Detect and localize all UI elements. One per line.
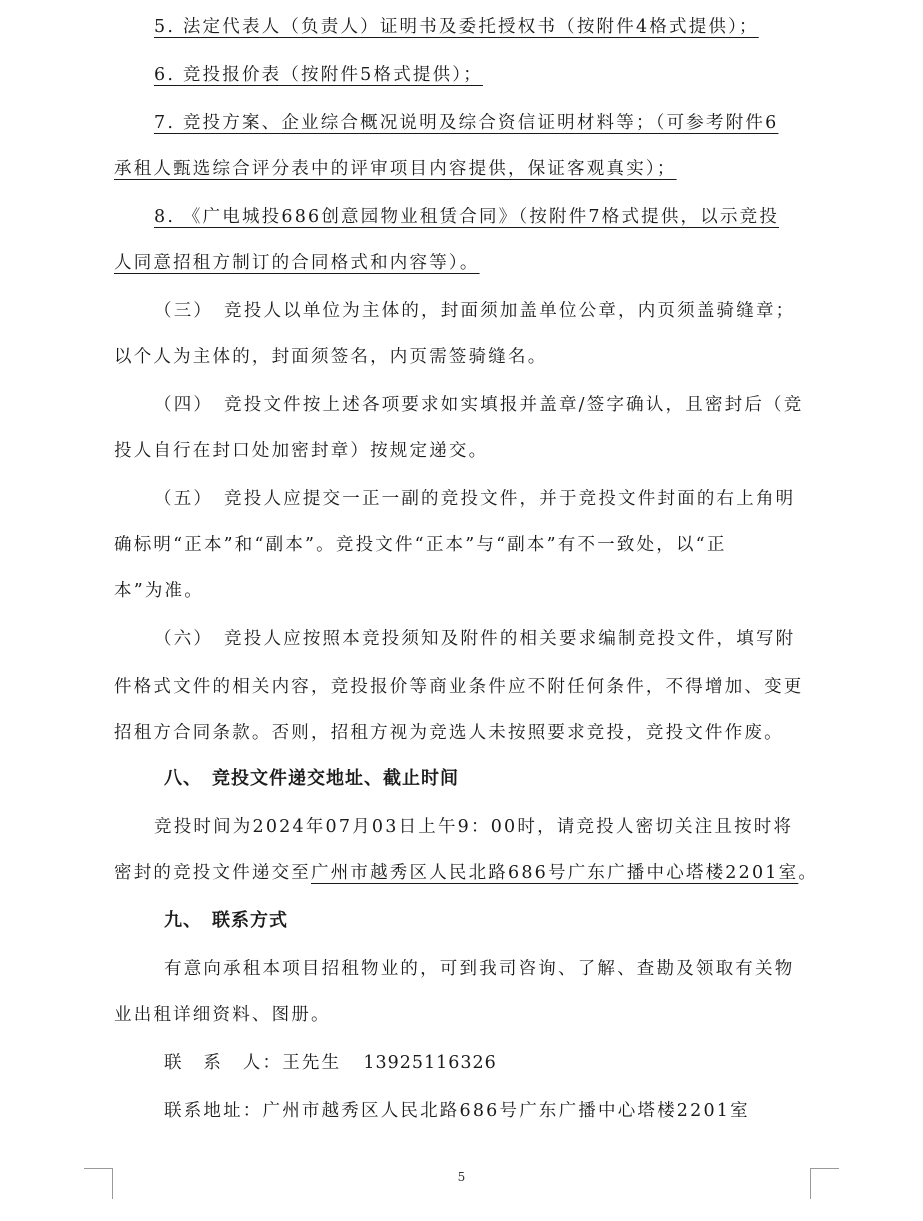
clause-4-line-2: 投人自行在封口处加密封章）按规定递交。 (114, 441, 489, 461)
contact-person (164, 1050, 497, 1076)
page-number: 5 (457, 1170, 466, 1184)
item-5: 5. 法定代表人（负责人）证明书及委托授权书（按附件4格式提供）； (154, 17, 759, 37)
submission-suffix: 。 (798, 863, 819, 883)
clause-3-line-1: （三） 竞投人以单位为主体的，封面须加盖单位公章，内页须盖骑缝章； (154, 301, 796, 321)
clause-3-line-2: 以个人为主体的，封面须签名，内页需签骑缝名。 (114, 347, 548, 367)
section-9-paragraph-line-2: 业出租详细资料、图册。 (114, 1005, 331, 1025)
contact-person-label: 联 系 人：王先生 (164, 1053, 342, 1073)
clause-6-line-2: 件格式文件的相关内容，竞投报价等商业条件应不附任何条件，不得增加、变更 (114, 677, 804, 697)
contact-address-label: 联系地址： (164, 1101, 263, 1121)
item-6: 6. 竞投报价表（按附件5格式提供）； (154, 65, 483, 85)
clause-5-line-1: （五） 竞投人应提交一正一副的竞投文件，并于竞投文件封面的右上角明 (154, 489, 796, 509)
section-8-heading: 八、 竞投文件递交地址、截止时间 (164, 768, 459, 789)
clause-4-line-1: （四） 竞投文件按上述各项要求如实填报并盖章/签字确认，且密封后（竞 (154, 395, 804, 415)
clause-6-line-3: 招租方合同条款。否则，招租方视为竞选人未按照要求竞投，竞投文件作废。 (114, 723, 784, 743)
item-7-line-1: 7. 竞投方案、企业综合概况说明及综合资信证明材料等；（可参考附件6 (154, 113, 779, 133)
item-8-line-1: 8. 《广电城投686创意园物业租赁合同》（按附件7格式提供，以示竞投 (154, 207, 780, 227)
clause-5-line-2: 确标明“正本”和“副本”。竞投文件“正本”与“副本”有不一致处，以“正 (114, 535, 727, 555)
section-8-paragraph-line-1: 竞投时间为2024年07月03日上午9：00时，请竞投人密切关注且按时将 (154, 817, 794, 837)
contact-address (164, 1098, 750, 1124)
section-8-paragraph-line-2 (114, 860, 818, 886)
submission-prefix: 密封的竞投文件递交至 (114, 863, 311, 883)
item-8-line-2: 人同意招租方制订的合同格式和内容等）。 (114, 253, 480, 273)
submission-address: 广州市越秀区人民北路686号广东广播中心塔楼2201室 (311, 863, 799, 883)
clause-6-line-1: （六） 竞投人应按照本竞投须知及附件的相关要求编制竞投文件，填写附 (154, 629, 796, 649)
contact-phone: 13925116326 (363, 1053, 497, 1073)
section-9-paragraph-line-1: 有意向承租本项目招租物业的，可到我司咨询、了解、查勘及领取有关物 (164, 959, 795, 979)
clause-5-line-3: 本”为准。 (114, 581, 204, 601)
section-9-heading: 九、 联系方式 (164, 910, 288, 931)
item-7-line-2: 承租人甄选综合评分表中的评审项目内容提供，保证客观真实）； (114, 159, 677, 179)
contact-address-value: 广州市越秀区人民北路686号广东广播中心塔楼2201室 (262, 1101, 750, 1121)
